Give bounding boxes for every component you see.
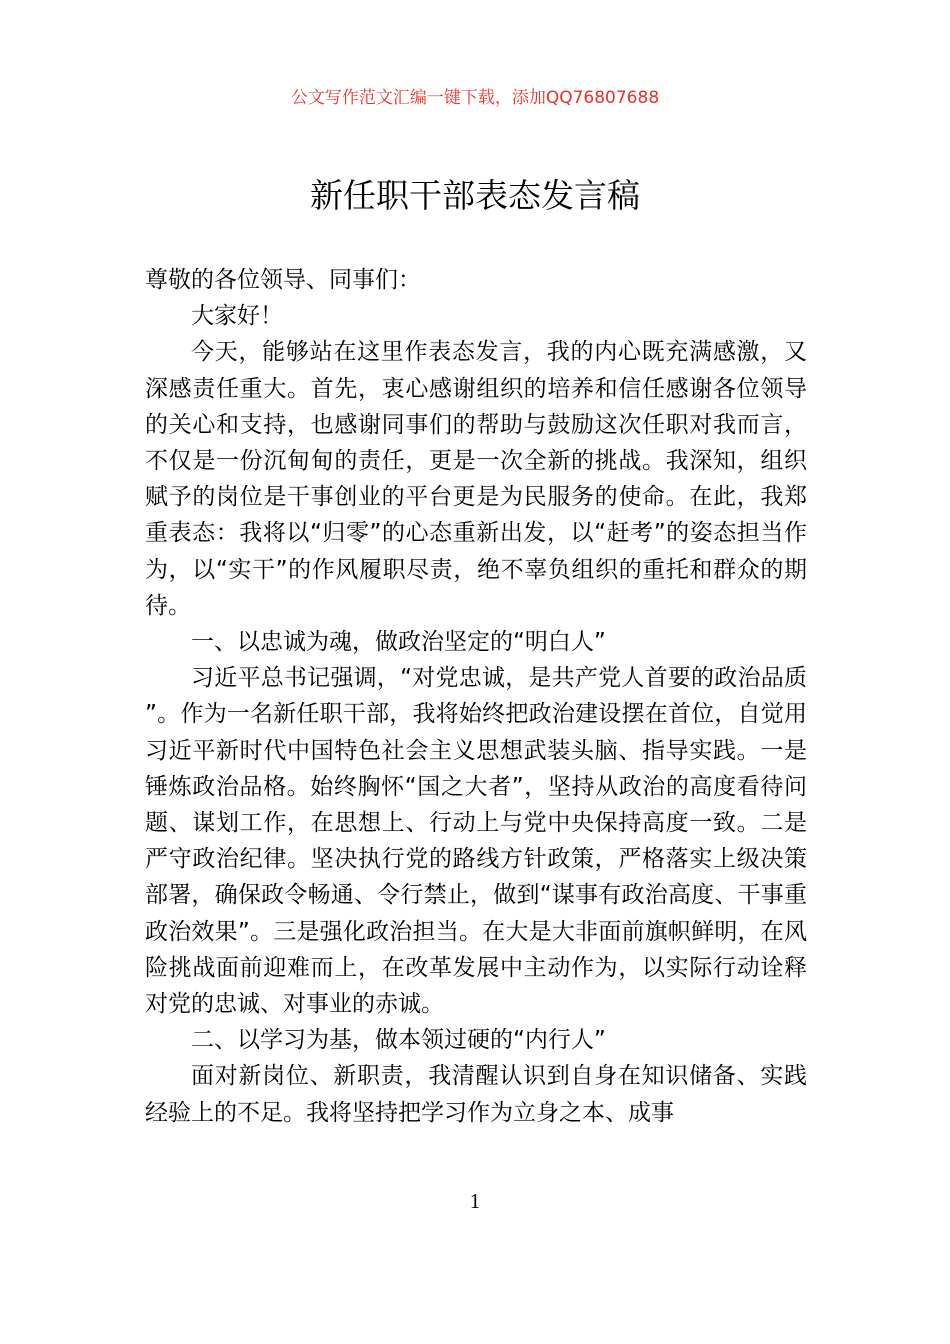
salutation: 尊敬的各位领导、同事们： bbox=[145, 267, 421, 293]
document-title: 新任职干部表态发言稿 bbox=[310, 176, 640, 215]
section-1-paragraph: 习近平总书记强调，“对党忠诚，是共产党人首要的政治品质”。作为一名新任职干部，我将始终把政治建设摆在首位，自觉用习近平新时代中国特色社会主义思想武装头脑、指导实践。一是锤炼政治品格。始终胸怀“国之大者”，坚持从政治的高度看待问题、谋划工作，在思想上、行动上与党中央保持高度一致。二是严守政治纪律。坚决执行党的路线方针政策，严格落实上级决策部署，确保政令畅通、令行禁止，做到“谋事有政治高度、干事重政治效果”。三是强化政治担当。在大是大非面前旗帜鲜明，在风险挑战面前迎难而上，在改革发展中主动作为，以实际行动诠释对党的忠诚、对事业的赤诚。 bbox=[145, 665, 807, 1018]
download-notice: 公文写作范文汇编一键下载，添加QQ76807688 bbox=[290, 88, 660, 108]
greeting-paragraph: 大家好！ bbox=[191, 303, 283, 330]
page-number: 1 bbox=[469, 1189, 481, 1213]
section-2-paragraph: 面对新岗位、新职责，我清醒认识到自身在知识储备、实践经验上的不足。我将坚持把学习作为立身之本、成事 bbox=[145, 1063, 807, 1126]
document-body bbox=[145, 262, 807, 1131]
section-heading-1: 一、以忠诚为魂，做政治坚定的“明白人” bbox=[191, 629, 606, 656]
intro-paragraph: 今天，能够站在这里作表态发言，我的内心既充满感激，又深感责任重大。首先，衷心感谢组织的培养和信任感谢各位领导的关心和支持，也感谢同事们的帮助与鼓励这次任职对我而言，不仅是一份沉甸甸的责任，更是一次全新的挑战。我深知，组织赋予的岗位是干事创业的平台更是为民服务的使命。在此，我郑重表态：我将以“归零”的心态重新出发，以“赶考”的姿态担当作为，以“实干”的作风履职尽责，绝不辜负组织的重托和群众的期待。 bbox=[145, 339, 807, 619]
section-heading-2: 二、以学习为基，做本领过硬的“内行人” bbox=[191, 1027, 606, 1054]
